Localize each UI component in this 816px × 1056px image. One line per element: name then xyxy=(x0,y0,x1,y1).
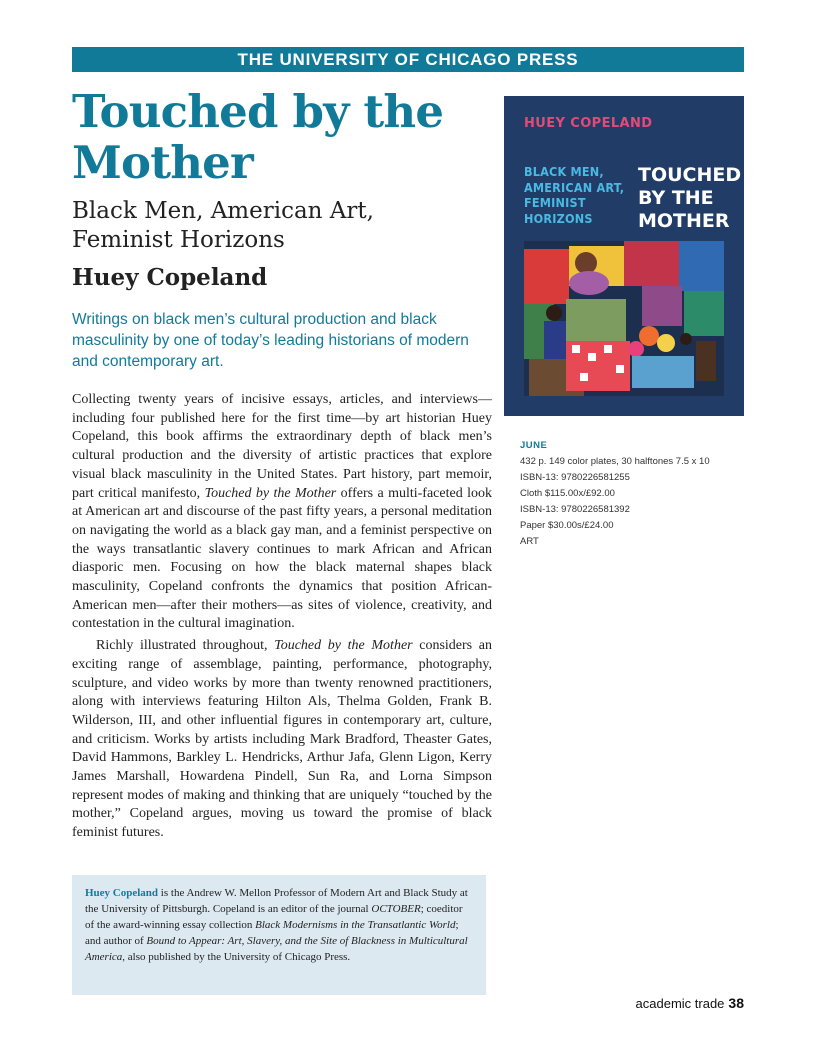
page-footer xyxy=(636,995,744,1011)
page-number: 38 xyxy=(728,995,744,1011)
description-paragraph-2: Richly illustrated throughout, Touched by the Mother considers an exciting range of assemblage, painting, performance, photography, sculpture, and video works by more than twenty renowned practitioners, along with interviews featuring Hilton Als, Thelma Golden, Frank B. Wilderson, III, and other influential figures in contemporary art, culture, and criticism. Works by artists including Mark Bradford, Theaster Gates, David Hammons, Barkley L. Hendricks, Arthur Jafa, Glenn Ligon, Kerry James Marshall, Howardena Pindell, Sun Ra, and Lorna Simpson represent modes of making and thinking that are uniquely “touched by the mother,” Copeland argues, moving us toward the promise of black feminist futures. xyxy=(72,638,492,841)
subject-category: ART xyxy=(520,536,539,547)
book-subtitle: Black Men, American Art, Feminist Horizons xyxy=(72,198,374,253)
book-title: Touched by the Mother xyxy=(72,85,444,189)
book-cover xyxy=(504,96,744,416)
description-paragraph-1: Collecting twenty years of incisive essays, articles, and interviews—including four published here for the first time—by art historian Huey Copeland, this book affirms the extraordinary depth of black men’s cultural production and the diversity of artistic practices that explore visual black masculinity in the United States. Part history, part memoir, part critical manifesto, Touched by the Mother offers a multi-faceted look at American art and discourse of the past fifty years, a personal meditation on navigating the world as a black gay man, and a feminist perspective on the ways transatlantic slavery continues to mark African and African diasporic men. Focusing on how the black maternal shapes black masculinity, Copeland confronts the dynamics that position African-American men—after their mothers—as sites of violence, creativity, and contestation in the cultural imagination. xyxy=(72,392,492,632)
book-specs: 432 p. 149 color plates, 30 halftones 7.5 x 10 xyxy=(520,456,710,467)
book-tagline: Writings on black men’s cultural production and black masculinity by one of today’s leading historians of modern and contemporary art. xyxy=(72,311,469,370)
book-author: Huey Copeland xyxy=(72,264,268,291)
title-mention: Touched by the Mother xyxy=(274,638,413,654)
publisher-banner: THE UNIVERSITY OF CHICAGO PRESS xyxy=(72,47,744,72)
bio-journal: OCTOBER xyxy=(371,903,421,915)
book-description xyxy=(72,391,492,843)
bio-collection: Black Modernisms in the Transatlantic World xyxy=(255,919,456,931)
book-metadata xyxy=(520,438,744,550)
cover-subtitle: BLACK MEN, AMERICAN ART, FEMINIST HORIZONS xyxy=(524,164,625,226)
section-label: academic trade xyxy=(635,996,725,1011)
isbn-cloth: ISBN-13: 9780226581255 xyxy=(520,472,630,483)
bio-book: Bound to Appear: Art, Slavery, and the Site of Blackness in Multicultural America xyxy=(85,935,468,963)
author-bio-box: Huey Copeland is the Andrew W. Mellon Professor of Modern Art and Black Study at the University of Pittsburgh. Copeland is an editor of the journal OCTOBER; coeditor of the award-winning essay collection Black Modernisms in the Transatlantic World; and author of Bound to Appear: Art, Slavery, and the Site of Blackness in Multicultural America, also published by the University of Chicago Press. xyxy=(72,875,486,995)
title-mention: Touched by the Mother xyxy=(204,485,337,501)
cover-collage-artwork xyxy=(524,241,724,396)
cover-title: TOUCHED BY THE MOTHER xyxy=(638,164,742,232)
cover-author: HUEY COPELAND xyxy=(524,116,653,131)
publication-month: JUNE xyxy=(520,440,548,451)
price-cloth: Cloth $115.00x/£92.00 xyxy=(520,488,615,499)
price-paper: Paper $30.00s/£24.00 xyxy=(520,520,614,531)
bio-author-name: Huey Copeland xyxy=(85,887,159,899)
isbn-paper: ISBN-13: 9780226581392 xyxy=(520,504,630,515)
